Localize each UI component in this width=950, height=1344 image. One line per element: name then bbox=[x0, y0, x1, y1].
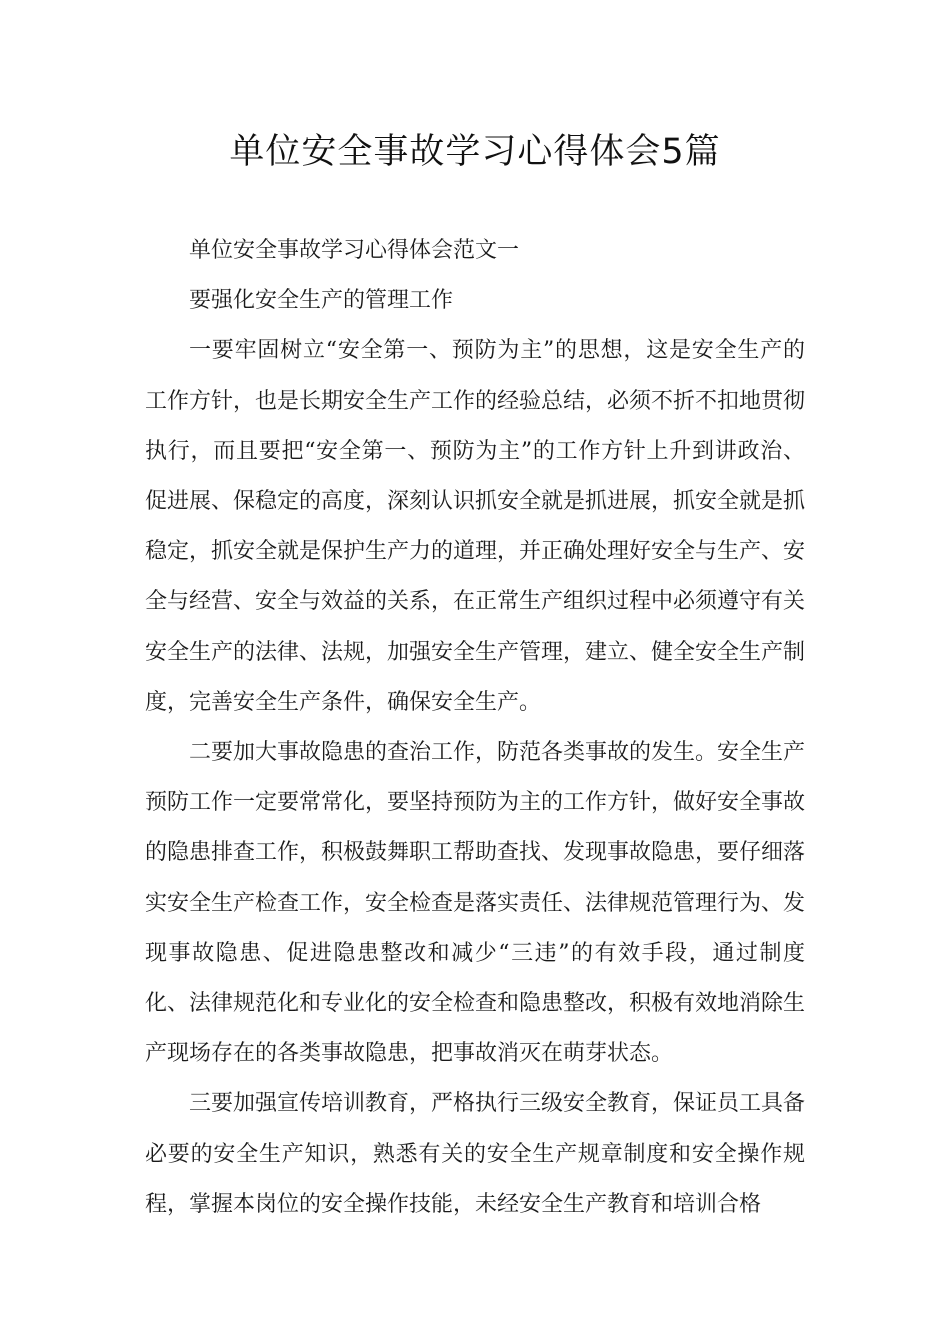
document-body bbox=[145, 226, 805, 1230]
section-heading: 单位安全事故学习心得体会范文一 bbox=[189, 238, 520, 263]
section-subheading: 要强化安全生产的管理工作 bbox=[189, 288, 454, 314]
document-title: 单位安全事故学习心得体会5篇 bbox=[229, 132, 721, 172]
body-paragraph: 一要牢固树立“安全第一、预防为主”的思想，这是安全生产的工作方针，也是长期安全生产工作的经验总结，必须不折不扣地贯彻执行，而且要把“安全第一、预防为主”的工作方针上升到讲政治、促进展、保稳定的高度，深刻认识抓安全就是抓进展，抓安全就是抓稳定，抓安全就是保护生产力的道理，并正确处理好安全与生产、安全与经营、安全与效益的关系，在正常生产组织过程中必须遵守有关安全生产的法律、法规，加强安全生产管理，建立、健全安全生产制度，完善安全生产条件，确保安全生产。 bbox=[145, 338, 806, 715]
body-paragraph: 二要加大事故隐患的查治工作，防范各类事故的发生。安全生产预防工作一定要常常化，要坚持预防为主的工作方针，做好安全事故的隐患排查工作，积极鼓舞职工帮助查找、发现事故隐患，要仔细落实安全生产检查工作，安全检查是落实责任、法律规范管理行为、发现事故隐患、促进隐患整改和减少“三违”的有效手段，通过制度化、法律规范化和专业化的安全检查和隐患整改，积极有效地消除生产现场存在的各类事故隐患，把事故消灭在萌芽状态。 bbox=[145, 740, 806, 1067]
body-paragraph: 三要加强宣传培训教育，严格执行三级安全教育，保证员工具备必要的安全生产知识，熟悉有关的安全生产规章制度和安全操作规程，掌握本岗位的安全操作技能，未经安全生产教育和培训合格 bbox=[145, 1091, 806, 1217]
